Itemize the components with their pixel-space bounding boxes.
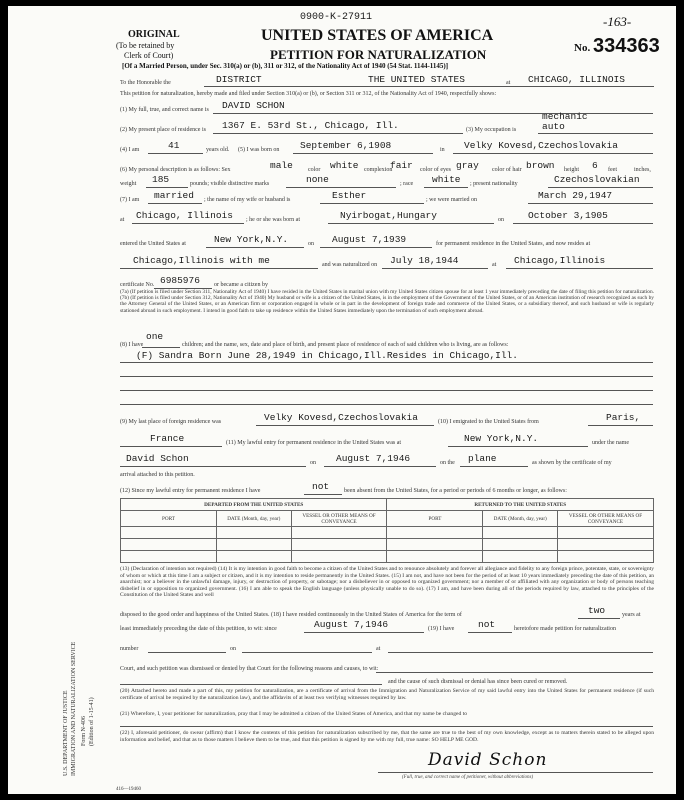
birth-place: Velky Kovesd,Czechoslovakia [464,140,618,151]
naturalization-petition-document [8,6,676,794]
child-entry: (F) Sandra Born June 28,1949 in Chicago,Ill.Resides in Chicago,Ill. [136,350,518,361]
col-port-2: PORT [387,511,483,527]
certificate-number: 6985976 [160,275,200,286]
original-sub2: Clerk of Court) [124,51,174,60]
certificate-label: certificate No. [120,282,155,288]
entered-label: entered the United States at [120,241,186,247]
number-label: No. [574,42,591,54]
side-form-label [22,546,95,781]
children-count: one [146,331,164,342]
sex: male [270,160,293,171]
col-vessel-1: VESSEL OR OTHER MEANS OF CONVEYANCE [291,511,387,527]
since-date: August 7,1946 [314,619,389,630]
spouse-name: Esther [332,190,367,201]
court-intro: This petition for naturalization, hereby made and filed under Section 310(a) or (b), or Section 311 or 312, of the Nationality Act of 1940, respectfully shows: [120,91,497,97]
page-mark: -163- [603,14,632,29]
signature-caption: (Full, true, and correct name of petitioner, without abbreviations) [402,775,534,780]
departed-header: DEPARTED FROM THE UNITED STATES [121,499,387,511]
inches-label: inches, [634,167,651,173]
marriage-at-label: at [120,217,125,223]
least-label: least immediately preceding the date of this petition, to wit: since [120,626,277,632]
field-6-label: (6) My personal description is as follows: Sex [120,167,231,173]
file-number: 0900-K-27911 [300,12,373,23]
vessel-on-label: on the [440,460,455,466]
hair-label: color of hair [492,167,522,173]
declaration-13-17: (13) (Declaration of intention not required) (14) It is my intention in good faith to become a citizen of the United States and to renounce absolutely and forever all allegiance and fidelity to any foreign prince, potentate, state, or sovereignty of whom or which at this time I am a subject or citizen, and it is my intention to reside permanently in the United States. (15) I am not, and have not been for the period of at least 10 years immediately preceding the date of this petition, an anarchist; nor a believer in the unlawful damage, injury, or destruction of property, or sabotage; nor a disbeliever in or opposed to organized government; nor a member of or affiliated with any organization or body of persons teaching disbelief in or opposition to organized government. (16) I am able to speak the English language (unless physically unable to do so). (17) I am, and have been during all of the periods required by law, attached to the principles of the Constitution of the United States and well [120,566,654,599]
vessel: plane [468,453,497,464]
field-12-label: (12) Since my lawful entry for permanent residence I have [120,488,261,494]
field-5-label: (5) I was born on [238,147,280,153]
on-field-label: on [230,646,236,652]
spouse-residence: Chicago,Illinois with me [133,255,270,266]
original-label: ORIGINAL [128,29,180,40]
weight-label: weight [120,181,137,187]
entry-on-label: on [310,460,316,466]
side-line-1: U.S. DEPARTMENT OF JUSTICE [63,690,69,776]
years-tail: years at [622,612,641,618]
col-port-1: PORT [121,511,217,527]
field-3-label: (3) My occupation is [466,127,517,133]
absent-value: not [312,481,330,492]
court-to-label: To the Honorable the [120,80,171,86]
declaration-22: (22) I, aforesaid petitioner, do swear (affirm) that I know the contents of this petition for naturalization subscribed by me, that the same are true to the best of my own knowledge, except as to matters therein stated to be alleged upon information and belief, and that as to those matters I believe them to be true, and that this petition is signed by me with my full, true name: SO HELP ME GOD. [120,730,654,743]
field-2-label: (2) My present place of residence is [120,127,206,133]
years-old-label: years old. [206,147,230,153]
under-name-label: under the name [592,440,629,446]
petitioner-signature: David Schon [428,750,548,770]
footer-code: 416—19460 [116,787,141,792]
cause-label: and the cause of such dismissal or denial has since been cured or removed. [388,679,568,685]
spouse-naturalization-date: July 18,1944 [390,255,459,266]
weight: 185 [152,174,170,185]
returned-header: RETURNED TO THE UNITED STATES [387,499,654,511]
absence-table [120,498,654,563]
spouse-birthplace: Nyirbogat,Hungary [340,210,437,221]
spouse-entry-date: August 7,1939 [332,234,407,245]
field-10-label: (10) I emigrated to the United States from [438,419,539,425]
petitioner-name: DAVID SCHON [222,100,285,111]
court-at-label: at [506,80,511,86]
nationality-label: ; present nationality [470,181,518,187]
prior-tail: heretofore made petition for naturalization [514,626,616,632]
birth-date: September 6,1908 [300,140,392,151]
married-on-label: ; we were married on [426,197,477,203]
height-label: height [564,167,579,173]
declaration-21: (21) Wherefore, I, your petitioner for naturalization, pray that I may be admitted a citizen of the United States of America, and that my name be changed to [120,711,468,717]
side-line-2: IMMIGRATION AND NATURALIZATION SERVICE [71,641,77,776]
court-name: DISTRICT [216,74,262,85]
original-sub1: (To be retained by [116,41,175,50]
race-label: ; race [400,181,414,187]
entry-place: New York,N.Y. [464,433,539,444]
declaration-20: (20) Attached hereto and made a part of this, my petition for naturalization, are a certificate of arrival from the Immigration and Naturalization Service of my said lawful entry into the United States for permanent residence (if such certificate of arrival be required by the naturalization law), and the affidavits of at least two verifying witnesses required by law. [120,688,654,701]
arrival-line: arrival attached to this petition. [120,472,195,478]
spouse-born-label: ; he or she was born at [246,217,300,223]
field-9-label: (9) My last place of foreign residence was [120,419,222,425]
birth-in-label: in [440,147,445,153]
col-date-2: DATE (Month, day, year) [483,511,558,527]
section-7-text: (7a) (If petition is filed under Section 311, Nationality Act of 1940) I have resided in the United States in marital union with my United States citizen spouse for at least 1 year immediately preceding the date of filing this petition for naturalization. (7b) (If petition is filed under Section 312, Nationality Act of 1940) My husband or wife is a citizen of the United States, is in the employment of the Government of the United States, or of an American institution of research recognized as such by the Attorney General of the United States, or an American firm or corporation engaged in whole or in part in the development of foreign trade and commerce of the United States, or a subsidiary thereof, and such husband or wife is regularly stationed abroad in such employment. I intend in good faith to take up residence within the United States immediately upon the termination of such employment abroad. [120,289,654,314]
arrival-tail: as shown by the certificate of my [532,460,612,466]
marriage-place: Chicago, Illinois [136,210,233,221]
feet-label: feet [608,167,617,173]
marriage-date: March 29,1947 [538,190,613,201]
disposed-label: disposed to the good order and happiness of the United States. (18) I have resided continuously in the United States of America for the term of [120,612,462,618]
field-1-label: (1) My full, true, and correct name is [120,107,209,113]
spouse-naturalization-place: Chicago,Illinois [514,255,606,266]
spouse-entry-on-label: on [308,241,314,247]
nationality: Czechoslovakian [554,174,640,185]
side-line-3: Form N-406 [81,716,87,746]
foreign-residence: Velky Kovesd,Czechoslovakia [264,412,418,423]
side-line-4: (Edition of 1-15-41) [89,697,95,746]
field-8-label: (8) I have [120,342,144,348]
spouse-born-on-label: on [498,217,504,223]
race: white [432,174,461,185]
complexion: fair [390,160,413,171]
color-label: color [308,167,321,173]
eyes-label: color of eyes [420,167,451,173]
permanent-residence-label: for permanent residence in the United States, and now resides at [436,241,591,247]
number-field-label: number [120,646,139,652]
hair: brown [526,160,555,171]
spouse-label: ; the name of my wife or husband is [204,197,291,203]
field-4-label: (4) I am [120,147,140,153]
height: 6 [592,160,598,171]
spouse-nat-at-label: at [492,262,497,268]
naturalized-label: and was naturalized on [322,262,378,268]
court-city: CHICAGO, ILLINOIS [528,74,625,85]
marks: none [306,174,329,185]
emigrated-from: Paris, [606,412,641,423]
children-tail: children; and the name, sex, date and place of birth, and present place of residence of each of said children who is living, are as follows: [182,342,509,348]
prior-label: (19) I have [428,626,455,632]
field-7-label: (7) I am [120,197,140,203]
spouse-birth-date: October 3,1905 [528,210,608,221]
eyes: gray [456,160,479,171]
color: white [330,160,359,171]
col-vessel-2: VESSEL OR OTHER MEANS OF CONVEYANCE [558,511,654,527]
prior-value: not [478,619,496,630]
certificate-tail: or became a citizen by [214,282,268,288]
document-title: UNITED STATES OF AMERICA [261,27,494,44]
court-of: THE UNITED STATES [368,74,465,85]
marks-label: pounds; visible distinctive marks [190,181,270,187]
document-subtitle: PETITION FOR NATURALIZATION [270,47,487,62]
entry-date: August 7,1946 [336,453,411,464]
spouse-entry-place: New York,N.Y. [214,234,289,245]
petition-number: 334363 [593,35,660,57]
absent-tail: been absent from the United States, for a period or periods of 6 months or longer, as follows: [344,488,567,494]
marital-status: married [154,190,194,201]
years-resided: two [588,605,606,616]
occupation-top: mechanic [542,111,588,122]
at-field-label: at [376,646,381,652]
field-11-label: (11) My lawful entry for permanent residence in the United States was at [226,440,402,446]
court-dismissal-label: Court, and such petition was dismissed or denied by that Court for the following reasons and causes, to wit: [120,666,379,672]
emigrated-country: France [150,433,185,444]
complexion-label: complexion [364,167,393,173]
section-line: [Of a Married Person, under Sec. 310(a) or (b), 311 or 312, of the Nationality Act of 1940 (54 Stat. 1144-1145)] [122,62,449,70]
residence: 1367 E. 53rd St., Chicago, Ill. [222,120,399,131]
col-date-1: DATE (Month, day, year) [216,511,291,527]
entry-name: David Schon [126,453,189,464]
age: 41 [168,140,180,151]
occupation: auto [542,121,565,132]
